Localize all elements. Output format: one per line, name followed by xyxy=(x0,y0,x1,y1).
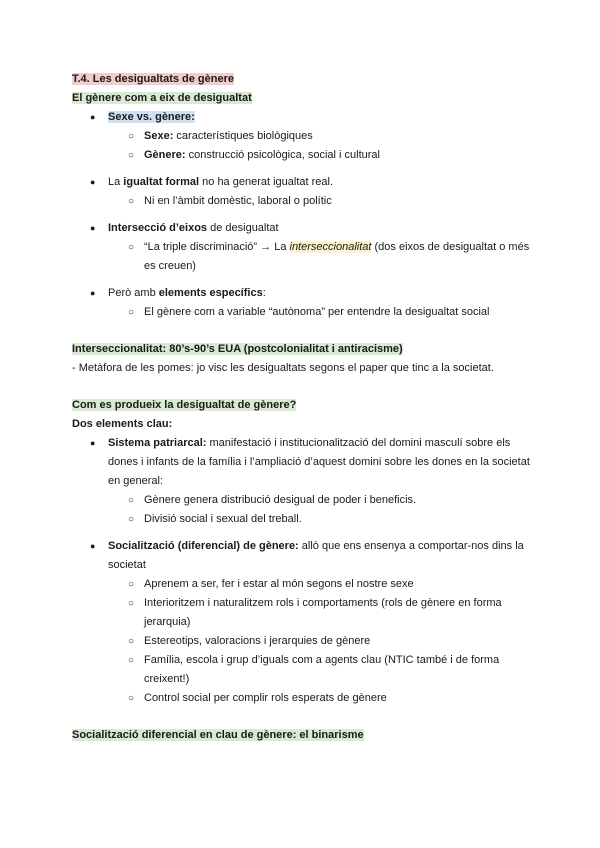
circle-bullet-icon: ○ xyxy=(128,579,135,590)
list-item: ○ Ni en l’àmbit domèstic, laboral o polític xyxy=(72,192,532,211)
list-item: ○ El gènere com a variable “autònoma” per entendre la desigualtat social xyxy=(72,303,532,322)
list-item: ○ “La triple discriminació” → La interseccionalitat (dos eixos de desigualtat o més es creuen) xyxy=(72,238,532,276)
circle-bullet-icon: ○ xyxy=(128,150,135,161)
list-item: ● La igualtat formal no ha generat igualtat real. xyxy=(72,173,532,192)
circle-bullet-icon: ○ xyxy=(128,131,135,142)
bullet-icon: ● xyxy=(90,438,96,448)
bullet-icon: ● xyxy=(90,112,96,122)
circle-bullet-icon: ○ xyxy=(128,242,135,253)
list-item: ● Intersecció d’eixos de desigualtat xyxy=(72,219,532,238)
circle-bullet-icon: ○ xyxy=(128,636,135,647)
list-item: ○ Gènere: construcció psicològica, social i cultural xyxy=(72,146,532,165)
circle-bullet-icon: ○ xyxy=(128,598,135,609)
list-item: ○ Gènere genera distribució desigual de poder i beneficis. xyxy=(72,491,532,510)
circle-bullet-icon: ○ xyxy=(128,495,135,506)
list-item: ● Sistema patriarcal: manifestació i institucionalització del domini masculí sobre els dones i infants de la família i l’ampliació d’aquest domini sobre les dones en la societat en general: xyxy=(72,434,532,491)
list-item: ○ Interioritzem i naturalitzem rols i comportaments (rols de gènere en forma jerarquia) xyxy=(72,594,532,632)
list-item: ○ Control social per complir rols esperats de gènere xyxy=(72,689,532,708)
section-heading-4: Socialització diferencial en clau de gènere: el binarisme xyxy=(72,729,364,741)
list-item: ○ Sexe: característiques biològiques xyxy=(72,127,532,146)
bullet-icon: ● xyxy=(90,541,96,551)
section-heading-2: Interseccionalitat: 80’s-90’s EUA (postcolonialitat i antiracisme) xyxy=(72,343,403,355)
list-item: ● Però amb elements específics: xyxy=(72,284,532,303)
subheading: Dos elements clau: xyxy=(72,418,173,430)
section-heading-3: Com es produeix la desigualtat de gènere? xyxy=(72,399,297,411)
list-item: ○ Aprenem a ser, fer i estar al món segons el nostre sexe xyxy=(72,575,532,594)
list-item: ○ Família, escola i grup d’iguals com a agents clau (NTIC també i de forma creixent!) xyxy=(72,651,532,689)
list-item: ○ Divisió social i sexual del treball. xyxy=(72,510,532,529)
doc-title: T.4. Les desigualtats de gènere xyxy=(72,73,235,85)
document-body xyxy=(72,70,532,745)
list-item: ● Socialització (diferencial) de gènere: allò que ens ensenya a comportar-nos dins la societat xyxy=(72,537,532,575)
circle-bullet-icon: ○ xyxy=(128,655,135,666)
bullet-icon: ● xyxy=(90,223,96,233)
bullet-icon: ● xyxy=(90,177,96,187)
section-heading-1: El gènere com a eix de desigualtat xyxy=(72,92,252,104)
circle-bullet-icon: ○ xyxy=(128,693,135,704)
circle-bullet-icon: ○ xyxy=(128,514,135,525)
paragraph: - Metàfora de les pomes: jo visc les desigualtats segons el paper que tinc a la societat. xyxy=(72,362,494,374)
list-item: ○ Estereotips, valoracions i jerarquies de gènere xyxy=(72,632,532,651)
circle-bullet-icon: ○ xyxy=(128,196,135,207)
bullet-icon: ● xyxy=(90,288,96,298)
list-item: ● Sexe vs. gènere: xyxy=(72,108,532,127)
circle-bullet-icon: ○ xyxy=(128,307,135,318)
